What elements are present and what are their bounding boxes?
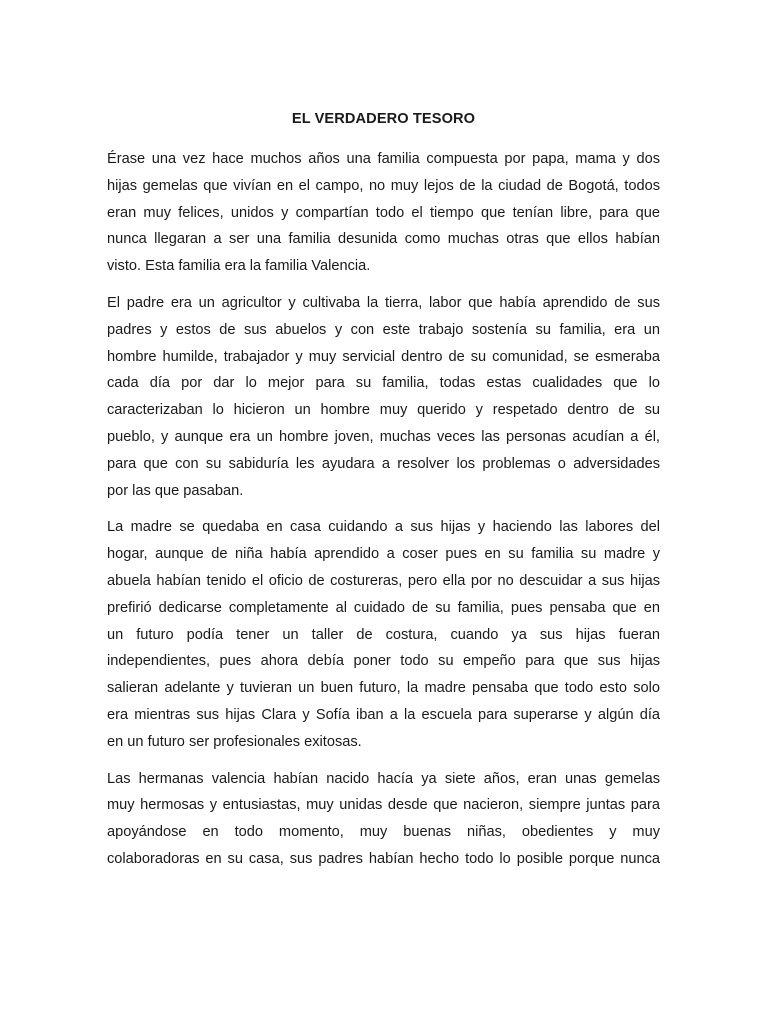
text-line: independientes, pues ahora debía poner todo su empeño para que sus hijas xyxy=(107,653,660,670)
text-line: salieran adelante y tuvieran un buen futuro, la madre pensaba que todo esto solo xyxy=(107,680,660,697)
text-line: nunca llegaran a ser una familia desunida como muchas otras que ellos habían xyxy=(107,231,660,248)
text-line: era mientras sus hijas Clara y Sofía iban a la escuela para superarse y algún día xyxy=(107,706,660,723)
text-line: prefirió dedicarse completamente al cuidado de su familia, pues pensaba que en xyxy=(107,599,660,616)
paragraph-4 xyxy=(107,766,660,873)
text-line: hijas gemelas que vivían en el campo, no muy lejos de la ciudad de Bogotá, todos xyxy=(107,177,660,194)
text-line: visto. Esta familia era la familia Valencia. xyxy=(107,258,371,275)
text-line: hombre humilde, trabajador y muy servicial dentro de su comunidad, se esmeraba xyxy=(107,348,660,365)
text-line: apoyándose en todo momento, muy buenas niñas, obedientes y muy xyxy=(107,824,660,841)
document-title: EL VERDADERO TESORO xyxy=(291,111,476,127)
text-line: para que con su sabiduría les ayudara a resolver los problemas o adversidades xyxy=(107,455,660,472)
text-line: cada día por dar lo mejor para su familia, todas estas cualidades que lo xyxy=(107,375,660,392)
text-line: padres y estos de sus abuelos y con este trabajo sostenía su familia, era un xyxy=(107,321,660,338)
text-line: en un futuro ser profesionales exitosas. xyxy=(107,733,362,750)
paragraph-3 xyxy=(107,514,660,755)
document-body xyxy=(107,109,660,883)
text-line: abuela habían tenido el oficio de costureras, pero ella por no descuidar a sus hijas xyxy=(107,572,660,589)
text-line: colaboradoras en su casa, sus padres habían hecho todo lo posible porque nunca xyxy=(107,850,660,867)
text-line: caracterizaban lo hicieron un hombre muy querido y respetado dentro de su xyxy=(107,402,660,419)
text-line: por las que pasaban. xyxy=(107,482,244,499)
text-line: eran muy felices, unidos y compartían todo el tiempo que tenían libre, para que xyxy=(107,204,660,221)
text-line: hogar, aunque de niña había aprendido a coser pues en su familia su madre y xyxy=(107,546,660,563)
text-line: Érase una vez hace muchos años una familia compuesta por papa, mama y dos xyxy=(107,151,660,167)
paragraph-2 xyxy=(107,290,660,504)
text-line: El padre era un agricultor y cultivaba la tierra, labor que había aprendido de sus xyxy=(107,294,660,311)
text-line: Las hermanas valencia habían nacido hacía ya siete años, eran unas gemelas xyxy=(107,770,660,787)
text-line: muy hermosas y entusiastas, muy unidas desde que nacieron, siempre juntas para xyxy=(107,797,660,814)
text-line: pueblo, y aunque era un hombre joven, muchas veces las personas acudían a él, xyxy=(107,428,660,445)
text-line: La madre se quedaba en casa cuidando a sus hijas y haciendo las labores del xyxy=(107,519,660,536)
text-line: un futuro podía tener un taller de costura, cuando ya sus hijas fueran xyxy=(107,626,660,643)
paragraph-1 xyxy=(107,146,660,280)
